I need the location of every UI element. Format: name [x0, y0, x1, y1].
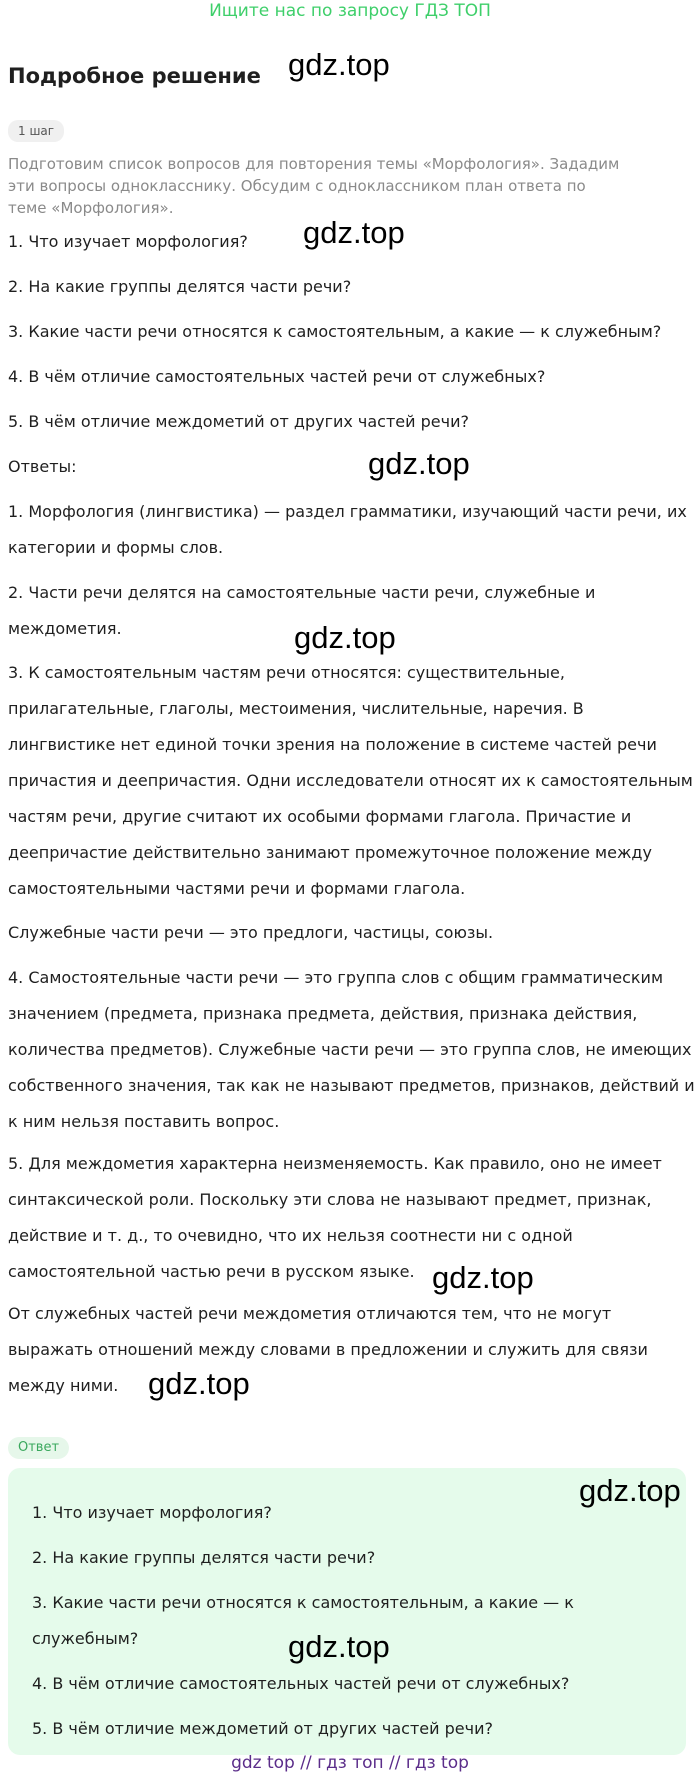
answer-box-item: 5. В чём отличие междометий от других частей речи?	[32, 1719, 493, 1738]
answer-paragraph: 4. Самостоятельные части речи — это группа слов с общим грамматическим значением (предмета, признака предмета, действия, признака действия, количества предметов). Служебные части речи — это группа слов, не имеющих собственного значения, так как не называют предметов, признаков, действий и к ним нельзя поставить вопрос.	[8, 968, 695, 1131]
watermark: gdz.top	[148, 1366, 250, 1401]
answer-box-item: 4. В чём отличие самостоятельных частей речи от служебных?	[32, 1674, 570, 1693]
question-item: 1. Что изучает морфология?	[8, 232, 248, 251]
answer-paragraph: 5. Для междометия характерна неизменяемость. Как правило, оно не имеет синтаксической роли. Поскольку эти слова не называют предмет, признак, действие и т. д., то очевидно, что их нельзя соотнести ни с одной самостоятельной частью речи в русском языке.	[8, 1154, 662, 1281]
answer-paragraph: От служебных частей речи междометия отличаются тем, что не могут выражать отношений между словами в предложении и служить для связи между ними.	[8, 1304, 648, 1395]
page-title: Подробное решение	[8, 64, 261, 88]
search-hint-link[interactable]: Ищите нас по запросу ГДЗ ТОП	[209, 1, 491, 21]
answer-paragraph: 2. Части речи делятся на самостоятельные части речи, служебные и междометия.	[8, 583, 596, 638]
watermark: gdz.top	[288, 47, 390, 82]
watermark: gdz.top	[432, 1260, 534, 1295]
intro-text: Подготовим список вопросов для повторения темы «Морфология». Зададим эти вопросы однокласснику. Обсудим с одноклассником план ответа по теме «Морфология».	[8, 155, 620, 217]
answer-paragraph: Служебные части речи — это предлоги, частицы, союзы.	[8, 923, 494, 942]
answer-box-item: 3. Какие части речи относятся к самостоятельным, а какие — к служебным?	[32, 1593, 574, 1648]
question-item: 3. Какие части речи относятся к самостоятельным, а какие — к служебным?	[8, 322, 662, 341]
watermark: gdz.top	[579, 1473, 681, 1508]
answer-paragraph: 1. Морфология (лингвистика) — раздел грамматики, изучающий части речи, их категории и формы слов.	[8, 502, 687, 557]
step-badge: 1 шаг	[8, 120, 64, 142]
watermark: gdz.top	[294, 620, 396, 655]
footer-links[interactable]: gdz top // гдз топ // гдз top	[231, 1753, 469, 1773]
question-item: 4. В чём отличие самостоятельных частей речи от служебных?	[8, 367, 546, 386]
question-item: 5. В чём отличие междометий от других частей речи?	[8, 412, 469, 431]
answers-label: Ответы:	[8, 457, 77, 476]
answer-box-item: 2. На какие группы делятся части речи?	[32, 1548, 376, 1567]
question-item: 2. На какие группы делятся части речи?	[8, 277, 352, 296]
watermark: gdz.top	[368, 446, 470, 481]
answer-badge: Ответ	[8, 1437, 69, 1459]
watermark: gdz.top	[303, 215, 405, 250]
watermark: gdz.top	[288, 1629, 390, 1664]
answer-box-item: 1. Что изучает морфология?	[32, 1503, 272, 1522]
answer-paragraph: 3. К самостоятельным частям речи относятся: существительные, прилагательные, глаголы, местоимения, числительные, наречия. В лингвистике нет единой точки зрения на положение в системе частей речи причастия и деепричастия. Одни исследователи относят их к самостоятельным частям речи, другие считают их особыми формами глагола. Причастие и деепричастие действительно занимают промежуточное положение между самостоятельными частями речи и формами глагола.	[8, 663, 693, 898]
